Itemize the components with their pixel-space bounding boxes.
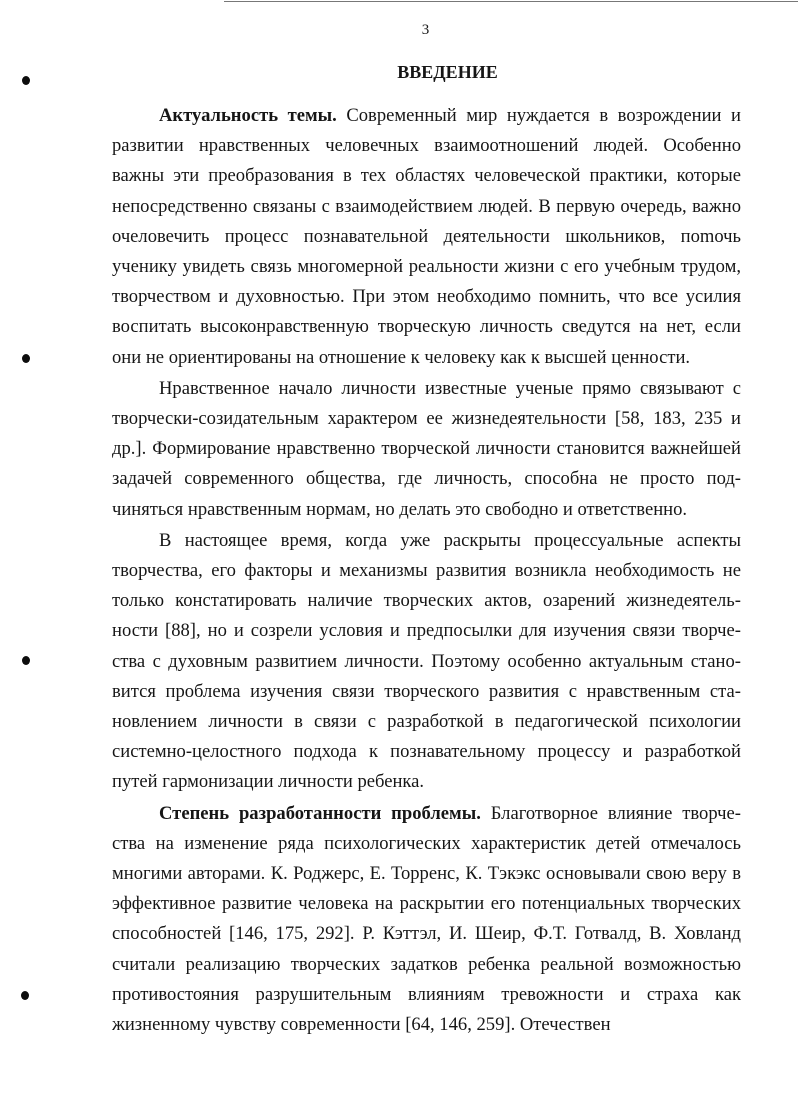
paragraph-text: Современный мир нуждается в возрождении и развитии нравственных человечных взаимоотношений людей. Особенно важны эти преобразования в тех областях человеческой практики, которые непосредственно связаны с взаимодействием людей. В первую очередь, важно очеловечить процесс познавательной деятельности школьников, поmочь ученику увидеть связь многомерной реальности жизни с его учебным трудом, творчеством и духовностью. При этом необходимо помнить, что все усилия воспитать высоконравственную творческую личность сведутся на нет, если они не ориентированы на отношение к человеку как к высшей ценности. [112, 105, 741, 368]
paragraph-relevance [112, 101, 741, 373]
paragraph-present-time [112, 526, 741, 798]
paragraph-lead: Степень разработанности проблемы. [159, 802, 481, 824]
punch-hole-mark [22, 656, 30, 665]
punch-hole-mark [21, 991, 29, 1000]
page-number: 3 [421, 22, 430, 38]
paragraph-lead: Актуальность темы. [159, 105, 337, 126]
page-heading: ВВЕДЕНИЕ [397, 62, 498, 82]
paragraph-text: Благотворное влияние творчества на изменение ряда психологических характеристик детей отмечалось многими авторами. К. Роджерс, Е. Торренс, К. Тэкэкс основывали свою веру в эффективное развитие человека на раскрытии его потенциальных творческих способностей [146, 175, 292]. Р. Кэттэл, И. Шеир, Ф.Т. Готвалд, В. Ховланд считали реализацию творческих задатков ребенка реальной возможностью противостояния разрушительным влияниям тревожности и страха как жизненному чувству современности [64, 146, 259]. Отечествен [112, 802, 741, 1036]
punch-hole-mark [22, 354, 30, 363]
scan-top-edge-line [224, 1, 798, 2]
document-body [112, 60, 741, 1040]
paragraph-development-degree [112, 799, 741, 1041]
paragraph-text: Нравственное начало личности известные ученые прямо связывают с творчески-созидательным характером ее жизнедеятельности [58, 183, 235 и др.]. Формирование нравственно творческой личности становится важнейшей задачей современного общества, где личность, способна не просто подчиняться нравственным нормам, но делать это свободно и ответственно. [112, 377, 741, 520]
punch-hole-mark [22, 76, 30, 85]
paragraph-moral-principle [112, 374, 741, 525]
paragraph-text: В настоящее время, когда уже раскрыты процессуальные аспекты творчества, его факторы и механизмы развития возникла необходимость не только констатировать наличие творческих актов, озарений жизнедеятельности [88], но и созрели условия и предпосылки для изучения связи творчества с духовным развитием личности. Поэтому особенно актуальным становится проблема изучения связи творческого развития с нравственным становлением личности в связи с разработкой в педагогической психологии системно-целостного подхода к познавательному процессу и разработкой путей гармонизации личности ребенка. [112, 529, 741, 793]
